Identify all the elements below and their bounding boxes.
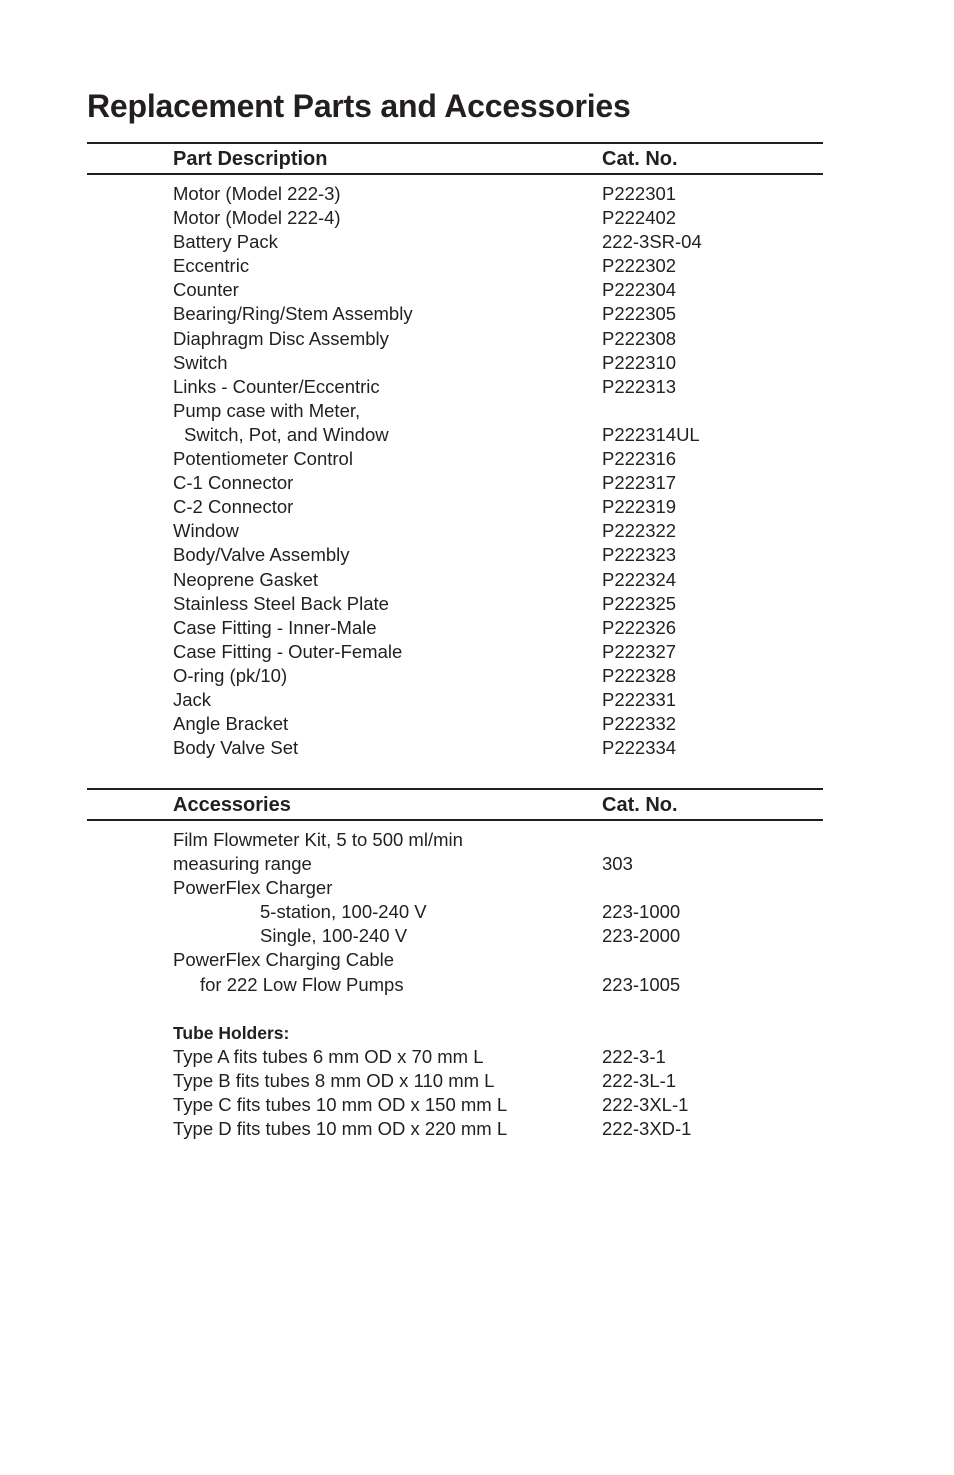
accessory-cat-number: 223-1005 [602,973,681,995]
part-description: Eccentric [173,255,250,277]
table-row [87,519,823,543]
table-row [87,471,823,495]
part-description: Motor (Model 222-4) [173,207,341,229]
parts-rows [87,175,823,760]
table-row [87,1069,823,1093]
part-description: Stainless Steel Back Plate [173,592,389,614]
accessory-description: PowerFlex Charging Cable [173,949,395,971]
table-row [87,664,823,688]
table-row [87,254,823,278]
part-description: Bearing/Ring/Stem Assembly [173,303,413,325]
part-description: Switch, Pot, and Window [184,423,389,445]
part-cat-number: P222301 [602,183,677,204]
part-cat-number: P222322 [602,520,677,542]
table-row [87,302,823,326]
part-cat-number: P222308 [602,327,677,349]
tube-holder-cat-number: 222-3L-1 [602,1069,677,1091]
part-cat-number: P222304 [602,279,677,301]
parts-description-header: Part Description [173,148,328,170]
row-spacer [87,997,823,1021]
table-row [87,616,823,640]
table-row [87,375,823,399]
tube-holder-description: Type B fits tubes 8 mm OD x 110 mm L [173,1069,495,1091]
table-row [87,640,823,664]
part-cat-number: P222314UL [602,423,700,445]
part-description: C-1 Connector [173,472,294,494]
table-row [87,1093,823,1117]
part-cat-number: P222302 [602,255,677,277]
part-cat-number: P222331 [602,688,677,710]
accessory-cat-number: 303 [602,853,633,875]
part-cat-number: P222305 [602,303,677,325]
tube-holders-heading-row [87,1021,823,1045]
part-description: Counter [173,279,239,301]
accessories-description-header: Accessories [173,794,291,816]
accessory-description: PowerFlex Charger [173,877,333,899]
part-cat-number: P222328 [602,664,677,686]
part-description: Window [173,520,239,542]
tube-holders-heading: Tube Holders: [173,1022,290,1043]
tube-holder-cat-number: 222-3XL-1 [602,1093,689,1115]
table-row [87,399,823,423]
part-description: Body Valve Set [173,737,299,759]
part-cat-number: P222316 [602,448,677,470]
part-cat-number: P222323 [602,544,677,566]
table-row [87,828,823,852]
part-description: Battery Pack [173,231,278,253]
accessory-description: Single, 100-240 V [260,925,408,947]
table-row [87,1045,823,1069]
table-row [87,852,823,876]
accessory-description: measuring range [173,853,312,875]
part-description: Motor (Model 222-3) [173,183,341,204]
page-title: Replacement Parts and Accessories [87,88,631,124]
parts-table [87,142,823,760]
table-row [87,876,823,900]
part-cat-number: P222334 [602,737,677,759]
part-description: Diaphragm Disc Assembly [173,327,389,349]
accessories-rows [87,821,823,1141]
part-description: Body/Valve Assembly [173,544,350,566]
part-cat-number: 222-3SR-04 [602,231,702,253]
table-row [87,206,823,230]
table-row [87,278,823,302]
part-cat-number: P222319 [602,496,677,518]
accessory-cat-number: 223-1000 [602,901,681,923]
part-description: Angle Bracket [173,713,289,735]
part-description: O-ring (pk/10) [173,664,288,686]
part-description: Jack [173,688,212,710]
part-description: Case Fitting - Outer-Female [173,640,403,662]
tube-holder-description: Type A fits tubes 6 mm OD x 70 mm L [173,1045,484,1067]
table-row [87,351,823,375]
part-cat-number: P222327 [602,640,677,662]
part-cat-number: P222332 [602,713,677,735]
table-row [87,495,823,519]
parts-header-row [87,144,823,175]
tube-holder-description: Type D fits tubes 10 mm OD x 220 mm L [173,1118,508,1140]
part-cat-number: P222324 [602,568,677,590]
table-row [87,327,823,351]
part-description: C-2 Connector [173,496,294,518]
accessory-description: for 222 Low Flow Pumps [200,973,404,995]
table-row [87,182,823,206]
table-row [87,712,823,736]
table-row [87,924,823,948]
table-row [87,1117,823,1141]
table-row [87,543,823,567]
table-row [87,423,823,447]
tube-holder-description: Type C fits tubes 10 mm OD x 150 mm L [173,1093,508,1115]
tube-holder-cat-number: 222-3-1 [602,1045,666,1067]
part-cat-number: P222317 [602,472,677,494]
part-cat-number: P222313 [602,375,677,397]
table-row [87,736,823,760]
table-row [87,973,823,997]
part-cat-number: P222310 [602,351,677,373]
table-row [87,592,823,616]
part-description: Case Fitting - Inner-Male [173,616,377,638]
table-row [87,688,823,712]
accessory-description: Film Flowmeter Kit, 5 to 500 ml/min [173,829,463,850]
part-description: Switch [173,351,228,373]
part-description: Potentiometer Control [173,448,353,470]
table-row [87,948,823,972]
part-description: Neoprene Gasket [173,568,319,590]
part-description: Links - Counter/Eccentric [173,375,380,397]
tube-holder-cat-number: 222-3XD-1 [602,1118,692,1140]
part-cat-number: P222325 [602,592,677,614]
part-cat-number: P222402 [602,207,677,229]
accessory-description: 5-station, 100-240 V [260,901,427,923]
table-row [87,568,823,592]
table-row [87,230,823,254]
part-description: Pump case with Meter, [173,399,361,421]
accessories-cat-header: Cat. No. [602,794,678,816]
accessories-table [87,788,823,1141]
part-cat-number: P222326 [602,616,677,638]
accessory-cat-number: 223-2000 [602,925,681,947]
table-row [87,447,823,471]
table-row [87,900,823,924]
accessories-header-row [87,790,823,821]
parts-cat-header: Cat. No. [602,148,678,170]
